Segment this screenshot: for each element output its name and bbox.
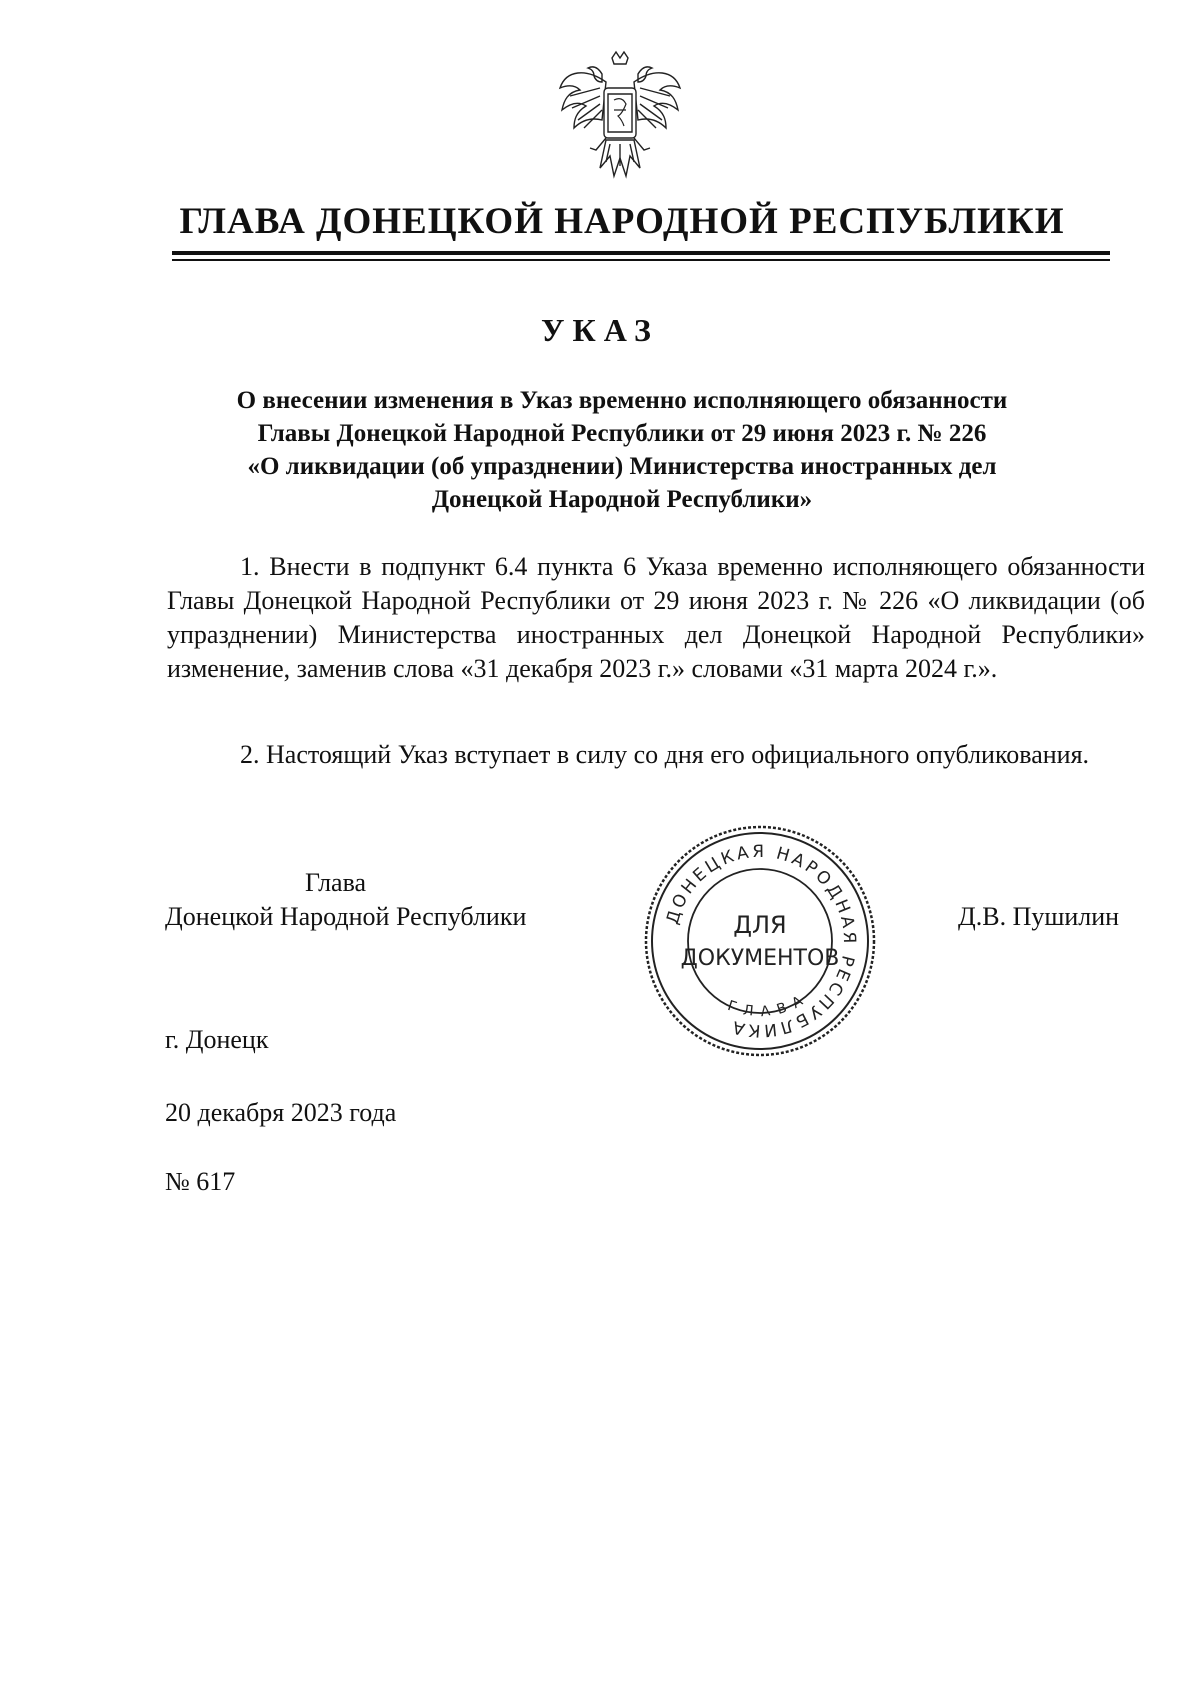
- position-line: Глава: [305, 868, 367, 897]
- place-of-issue: г. Донецк: [165, 1025, 269, 1054]
- signatory-name: Д.В. Пушилин: [958, 902, 1120, 931]
- seal-center-line-1: ДЛЯ: [733, 911, 787, 939]
- double-headed-eagle-emblem-icon: [556, 48, 684, 196]
- paragraph-2: [167, 738, 1145, 772]
- issue-date: 20 декабря 2023 года: [165, 1098, 397, 1127]
- organization-title: ГЛАВА ДОНЕЦКОЙ НАРОДНОЙ РЕСПУБЛИКИ: [179, 201, 1065, 242]
- document-type: УКАЗ: [541, 312, 659, 348]
- paragraph-text: 2. Настоящий Указ вступает в силу со дня его официального опубликования.: [240, 740, 1090, 769]
- seal-center-line-2: ДОКУМЕНТОВ: [680, 946, 840, 971]
- header-rule-thick: [172, 251, 1110, 255]
- seal-ring-text: ДОНЕЦКАЯ НАРОДНАЯ РЕСПУБЛИКА: [662, 841, 860, 1041]
- document-heading: [200, 384, 1044, 516]
- heading-line: Донецкой Народной Республики»: [431, 486, 813, 513]
- heading-line: Главы Донецкой Народной Республики от 29 июня 2023 г. № 226: [257, 420, 987, 447]
- heading-line: О внесении изменения в Указ временно исполняющего обязанности: [236, 387, 1008, 414]
- paragraph-text: 1. Внести в подпункт 6.4 пункта 6 Указа временно исполняющего обязанности Главы Донецкой Народной Республики от 29 июня 2023 г. № 226 «О ликвидации (об упразднении) Министерства иностранных дел Донецкой Народной Республики» изменение, заменив слова «31 декабря 2023 г.» словами «31 марта 2024 г.».: [167, 552, 1145, 683]
- position-line: Донецкой Народной Республики: [165, 902, 527, 931]
- official-seal-stamp: [642, 823, 878, 1059]
- document-number: № 617: [165, 1167, 236, 1196]
- heading-line: «О ликвидации (об упразднении) Министерства иностранных дел: [247, 453, 997, 480]
- header-rule-thin: [172, 259, 1110, 261]
- signatory-position: [165, 866, 526, 934]
- seal-bottom-text: ГЛАВА: [725, 989, 813, 1021]
- paragraph-1: [167, 550, 1145, 686]
